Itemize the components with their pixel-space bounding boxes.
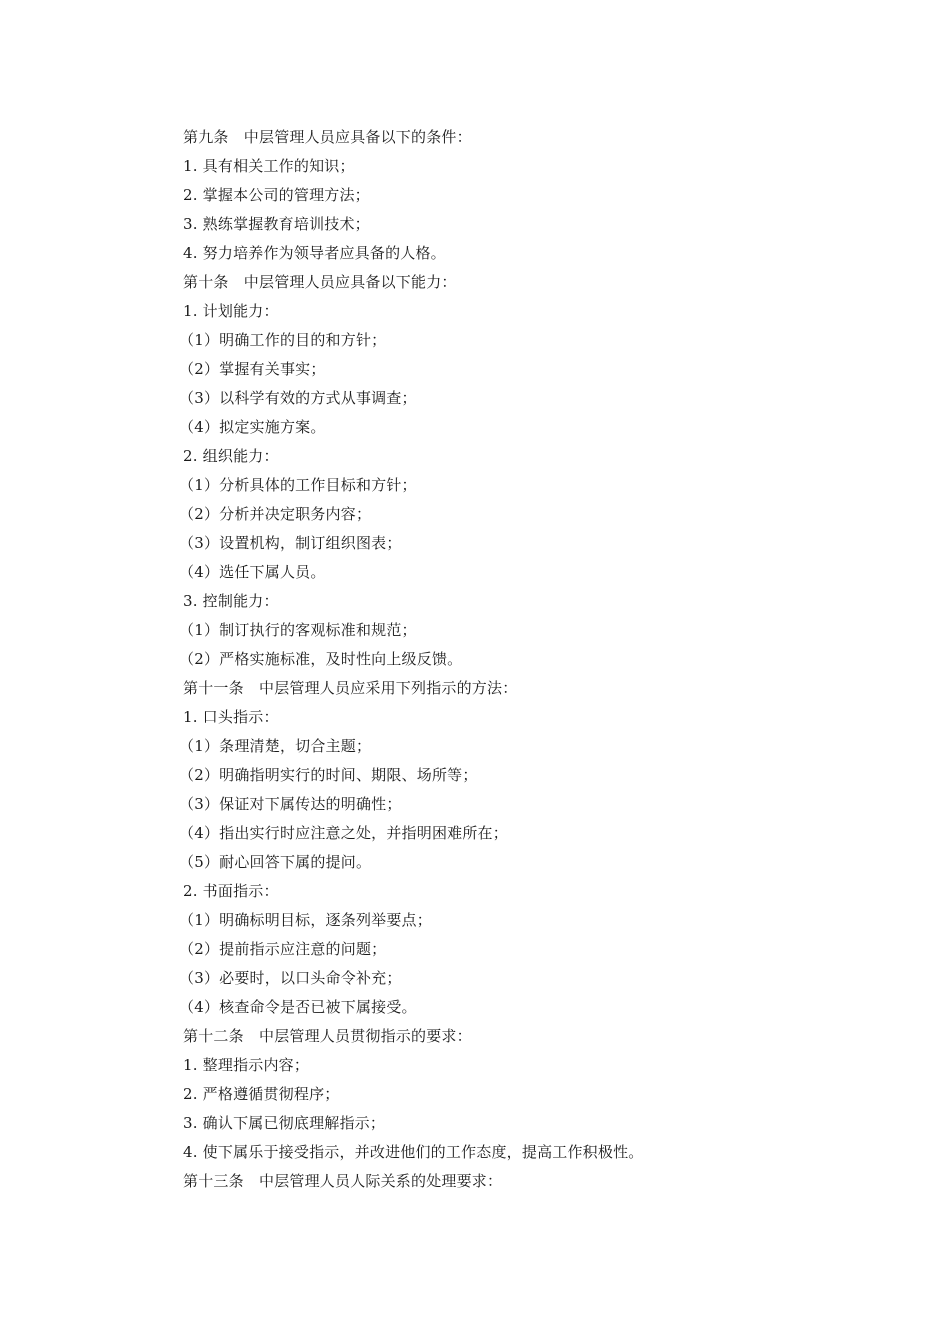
sub-list-item: （1）明确工作的目的和方针； [179,331,387,349]
article-heading: 第九条 中层管理人员应具备以下的条件： [183,128,472,146]
list-item: 2. 严格遵循贯彻程序； [183,1085,340,1103]
sub-list-item: （4）拟定实施方案。 [179,418,326,436]
sub-list-item: （1）分析具体的工作目标和方针； [179,476,417,494]
list-item: 3. 控制能力： [183,592,279,610]
sub-list-item: （3）设置机构，制订组织图表； [179,534,402,552]
sub-list-item: （4）指出实行时应注意之处，并指明困难所在； [179,824,508,842]
list-item: 4. 使下属乐于接受指示，并改进他们的工作态度，提高工作积极性。 [183,1143,644,1161]
list-item: 1. 具有相关工作的知识； [183,157,355,175]
list-item: 2. 组织能力： [183,447,279,465]
list-item: 2. 掌握本公司的管理方法； [183,186,370,204]
sub-list-item: （1）条理清楚，切合主题； [179,737,372,755]
list-item: 1. 口头指示： [183,708,279,726]
sub-list-item: （2）明确指明实行的时间、期限、场所等； [179,766,478,784]
sub-list-item: （2）严格实施标准，及时性向上级反馈。 [179,650,463,668]
sub-list-item: （1）制订执行的客观标准和规范； [179,621,417,639]
sub-list-item: （3）以科学有效的方式从事调查； [179,389,417,407]
list-item: 4. 努力培养作为领导者应具备的人格。 [183,244,446,262]
article-heading: 第十一条 中层管理人员应采用下列指示的方法： [183,679,518,697]
sub-list-item: （5）耐心回答下属的提问。 [179,853,372,871]
sub-list-item: （2）提前指示应注意的问题； [179,940,387,958]
article-heading: 第十三条 中层管理人员人际关系的处理要求： [183,1172,503,1190]
article-heading: 第十条 中层管理人员应具备以下能力： [183,273,457,291]
sub-list-item: （1）明确标明目标，逐条列举要点； [179,911,432,929]
sub-list-item: （3）保证对下属传达的明确性； [179,795,402,813]
sub-list-item: （2）掌握有关事实； [179,360,326,378]
article-heading: 第十二条 中层管理人员贯彻指示的要求： [183,1027,472,1045]
list-item: 2. 书面指示： [183,882,279,900]
list-item: 1. 整理指示内容； [183,1056,310,1074]
sub-list-item: （2）分析并决定职务内容； [179,505,372,523]
document-body [179,123,803,1196]
list-item: 1. 计划能力： [183,302,279,320]
list-item: 3. 熟练掌握教育培训技术； [183,215,370,233]
sub-list-item: （4）核查命令是否已被下属接受。 [179,998,417,1016]
sub-list-item: （4）选任下属人员。 [179,563,326,581]
list-item: 3. 确认下属已彻底理解指示； [183,1114,386,1132]
sub-list-item: （3）必要时，以口头命令补充； [179,969,402,987]
